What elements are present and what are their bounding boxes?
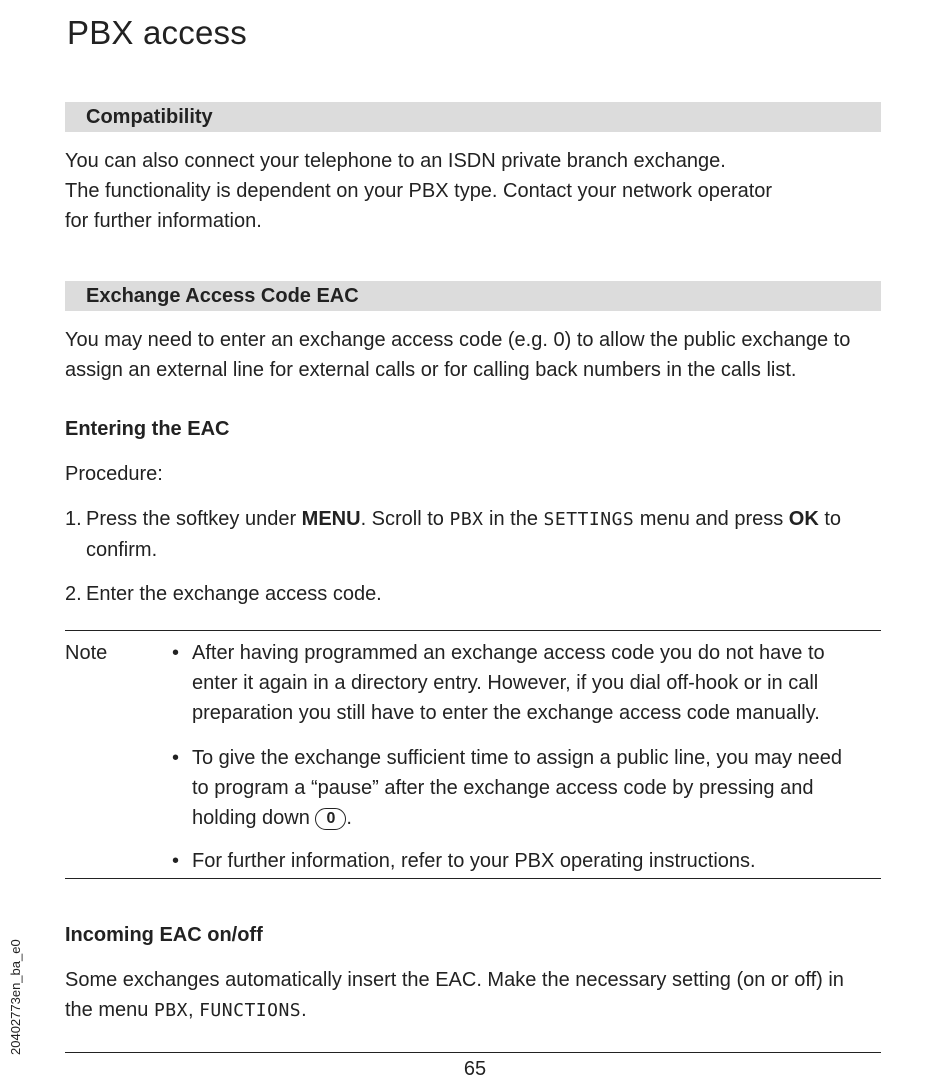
- lcd-text-pbx: PBX: [449, 509, 484, 530]
- section-heading-compatibility: Compatibility: [65, 102, 881, 132]
- page-title: PBX access: [67, 14, 247, 51]
- document-id: 20402773en_ba_e0: [8, 939, 23, 1055]
- page-number: 65: [463, 1058, 487, 1080]
- note-text: holding down: [192, 807, 316, 829]
- compatibility-line: You can also connect your telephone to an ISDN private branch exchange.: [65, 150, 726, 172]
- note-line: enter it again in a directory entry. However, if you dial off-hook or in call: [192, 672, 819, 694]
- incoming-text-part: the menu: [65, 999, 154, 1021]
- footer-rule: [65, 1052, 881, 1053]
- step-text: Press the softkey under: [86, 508, 302, 530]
- note-text: .: [346, 807, 352, 829]
- compatibility-line: for further information.: [65, 210, 262, 232]
- note-line: After having programmed an exchange access code you do not have to: [192, 642, 825, 664]
- lcd-text-pbx: PBX: [153, 1000, 188, 1021]
- bullet-icon: •: [172, 850, 180, 872]
- step-number: 2.: [65, 583, 82, 605]
- step-text: menu and press: [634, 508, 789, 530]
- note-label: Note: [65, 642, 108, 664]
- note-top-rule: [65, 630, 881, 631]
- procedure-step-2: [65, 579, 885, 609]
- note-line: preparation you still have to enter the exchange access code manually.: [192, 702, 820, 724]
- note-line: to program a “pause” after the exchange access code by pressing and: [192, 777, 814, 799]
- incoming-text-part: ,: [187, 999, 200, 1021]
- step-continuation: confirm.: [86, 539, 158, 561]
- step-number: 1.: [65, 508, 82, 530]
- bullet-icon: •: [172, 642, 180, 664]
- incoming-text: [65, 965, 885, 1026]
- note-bullet-1: [192, 638, 882, 728]
- bullet-icon: •: [172, 747, 180, 769]
- incoming-line: Some exchanges automatically insert the EAC. Make the necessary setting (on or off) in: [65, 969, 844, 991]
- step-text: to: [818, 508, 842, 530]
- note-bullet-2: [192, 743, 882, 833]
- note-bottom-rule: [65, 878, 881, 879]
- incoming-line: [65, 995, 885, 1026]
- step-text: Enter the exchange access code.: [86, 583, 382, 605]
- zero-key-icon: 0: [315, 808, 346, 830]
- step-text: in the: [483, 508, 544, 530]
- procedure-label: Procedure:: [65, 463, 163, 485]
- compatibility-text: [65, 146, 885, 236]
- compatibility-line: The functionality is dependent on your PBX type. Contact your network operator: [65, 180, 773, 202]
- step-text: . Scroll to: [360, 508, 450, 530]
- ok-key-label: OK: [788, 508, 819, 530]
- eac-text: [65, 325, 885, 385]
- subheading-entering-eac: Entering the EAC: [65, 418, 230, 440]
- subheading-incoming-eac: Incoming EAC on/off: [65, 924, 263, 946]
- lcd-text-settings: SETTINGS: [543, 509, 635, 530]
- lcd-text-functions: FUNCTIONS: [199, 1000, 302, 1021]
- note-line: [192, 803, 882, 833]
- note-bullet-3: For further information, refer to your PBX operating instructions.: [192, 850, 756, 872]
- eac-line: You may need to enter an exchange access code (e.g. 0) to allow the public exchange to: [65, 329, 851, 351]
- section-heading-eac: Exchange Access Code EAC: [65, 281, 881, 311]
- procedure-step-1: [65, 504, 885, 565]
- incoming-text-part: .: [301, 999, 307, 1021]
- eac-line: assign an external line for external calls or for calling back numbers in the calls list.: [65, 359, 797, 381]
- menu-key-label: MENU: [301, 508, 361, 530]
- note-line: To give the exchange sufficient time to assign a public line, you may need: [192, 747, 843, 769]
